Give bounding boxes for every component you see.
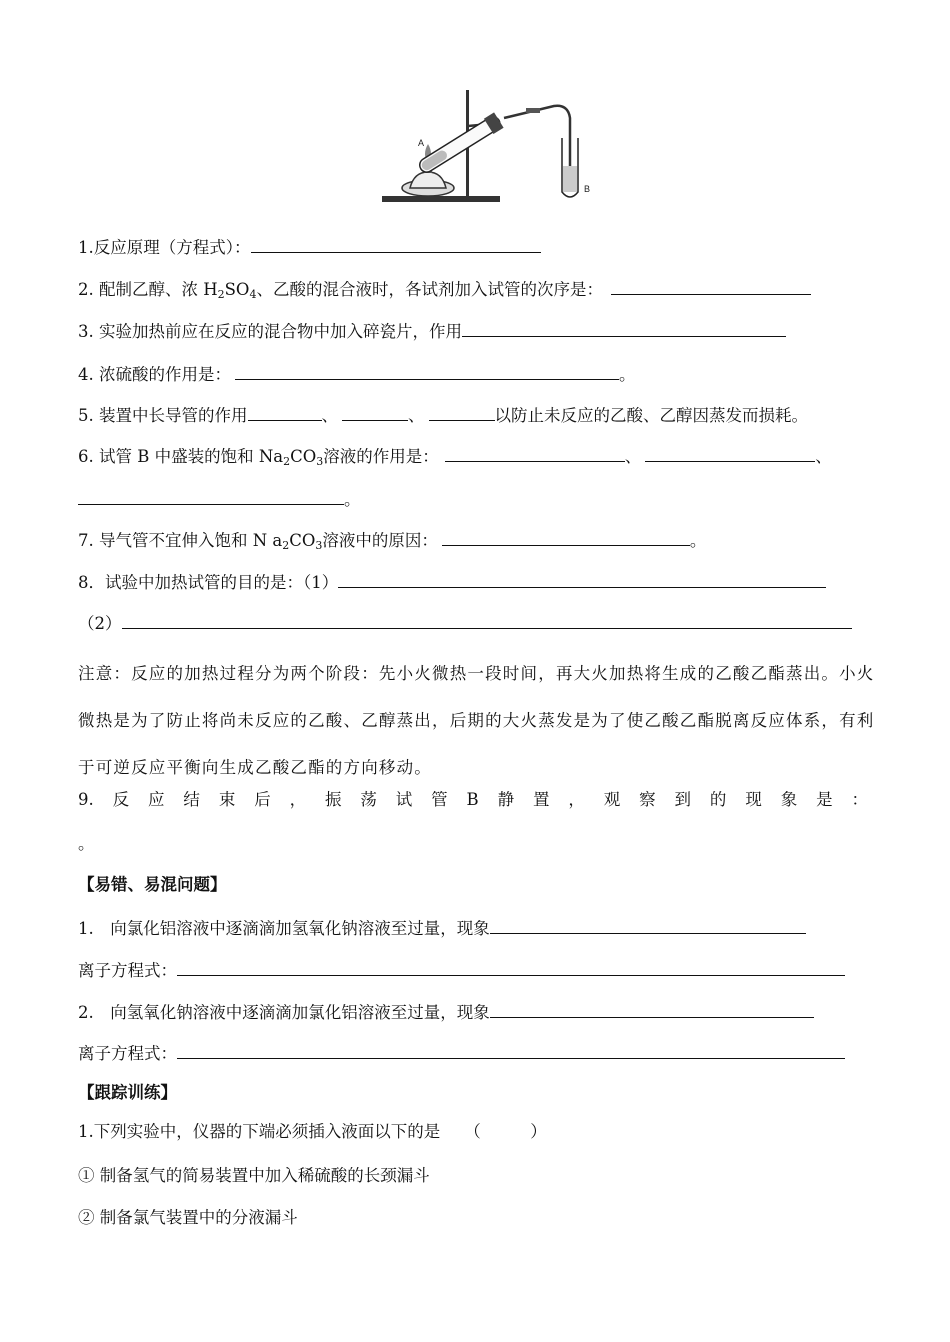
- answer-blank[interactable]: [429, 402, 495, 421]
- question-9-char: 9.: [78, 790, 94, 809]
- question-9-char: 管: [431, 790, 448, 809]
- mistake-question-2: [78, 999, 814, 1025]
- practice-question-1: [78, 1120, 547, 1144]
- mistake-question-1-text: 1. 向氯化铝溶液中逐滴滴加氢氧化钠溶液至过量，现象: [78, 919, 490, 938]
- period: 。: [619, 365, 636, 384]
- question-9-char: 试: [395, 790, 413, 809]
- question-6-text-end: 溶液的作用是：: [323, 447, 439, 466]
- ion-equation-label: 离子方程式：: [78, 961, 177, 980]
- formula-part: CO: [289, 531, 316, 550]
- question-5: [78, 402, 808, 428]
- question-9-char: 结: [183, 790, 200, 809]
- answer-blank[interactable]: [251, 234, 541, 253]
- question-3: [78, 318, 786, 344]
- question-7-text-end: 溶液中的原因：: [322, 531, 438, 550]
- answer-blank[interactable]: [342, 402, 408, 421]
- question-9-char: 荡: [360, 790, 377, 809]
- separator: 、: [408, 406, 425, 425]
- ion-equation-1: [78, 957, 845, 983]
- subscript: 4: [249, 288, 257, 301]
- question-2-text: 2. 配制乙醇、浓 H: [78, 280, 218, 299]
- question-9-char: ：: [851, 790, 868, 809]
- question-9-char: ，: [568, 790, 585, 809]
- question-9-char: 的: [709, 790, 727, 809]
- question-9-char: 现: [745, 790, 762, 809]
- question-9-char: 反: [112, 790, 130, 809]
- question-4: [78, 361, 636, 387]
- question-9-char: 是: [816, 790, 833, 809]
- answer-blank[interactable]: [442, 527, 690, 546]
- question-7: [78, 527, 706, 558]
- subscript: 2: [217, 288, 225, 301]
- question-9-char: 观: [603, 790, 621, 809]
- separator: 、: [815, 447, 832, 466]
- question-3-text: 3. 实验加热前应在反应的混合物中加入碎瓷片，作用: [78, 322, 462, 341]
- section-title-practice: 【跟踪训练】: [78, 1083, 177, 1102]
- period: 。: [689, 531, 707, 550]
- question-1-text: 1.反应原理（方程式）：: [78, 238, 251, 257]
- question-4-text: 4. 浓硫酸的作用是：: [78, 365, 231, 384]
- question-7-text: 7. 导气管不宜伸入饱和 N a: [78, 531, 283, 550]
- answer-blank[interactable]: [78, 486, 344, 505]
- question-6-continued: [78, 486, 361, 512]
- answer-parentheses: （ ）: [464, 1122, 547, 1141]
- answer-blank[interactable]: [645, 443, 815, 462]
- answer-blank[interactable]: [611, 276, 811, 295]
- subscript: 3: [315, 539, 323, 552]
- question-9-char: 静: [497, 790, 515, 809]
- formula-part: SO: [224, 280, 250, 299]
- formula-part: CO: [290, 447, 317, 466]
- answer-blank[interactable]: [235, 361, 619, 380]
- mistake-question-2-text: 2. 向氢氧化钠溶液中逐滴滴加氯化铝溶液至过量，现象: [78, 1003, 490, 1022]
- question-5-text-end: 以防止未反应的乙酸、乙醇因蒸发而损耗。: [494, 406, 808, 425]
- subscript: 3: [316, 455, 324, 468]
- question-9-char: 察: [639, 790, 656, 809]
- ion-equation-label: 离子方程式：: [78, 1044, 177, 1063]
- question-6: [78, 443, 832, 474]
- question-9-end: [78, 832, 95, 856]
- answer-blank[interactable]: [490, 915, 806, 934]
- section-title-mistakes: 【易错、易混问题】: [78, 875, 227, 894]
- answer-blank[interactable]: [177, 1040, 845, 1059]
- question-8-part-2: [78, 610, 852, 636]
- question-2-text-end: 、乙酸的混合液时，各试剂加入试管的次序是：: [256, 280, 603, 299]
- question-9-char: 象: [780, 790, 798, 809]
- question-9-char: 到: [674, 790, 692, 809]
- question-8-text: 8．试验中加热试管的目的是：（1）: [78, 573, 339, 592]
- option-2: ② 制备氯气装置中的分液漏斗: [78, 1208, 298, 1227]
- practice-question-1-text: 1.下列实验中，仪器的下端必须插入液面以下的是: [78, 1122, 441, 1141]
- option-1: ① 制备氢气的简易装置中加入稀硫酸的长颈漏斗: [78, 1166, 430, 1185]
- answer-blank[interactable]: [490, 999, 814, 1018]
- label-a: A: [418, 138, 425, 148]
- note-paragraph: 注意：反应的加热过程分为两个阶段：先小火微热一段时间，再大火加热将生成的乙酸乙酯蒸出。小火微热是为了防止将尚未反应的乙酸、乙醇蒸出，后期的大火蒸发是为了使乙酸乙酯脱离反应体系，有利于可逆反应平衡向生成乙酸乙酯的方向移动。: [78, 664, 875, 777]
- answer-blank[interactable]: [248, 402, 322, 421]
- question-9-char: B: [466, 790, 479, 809]
- question-9-char: ，: [289, 790, 307, 809]
- separator: 、: [321, 406, 338, 425]
- question-6-text: 6. 试管 B 中盛装的饱和 Na: [78, 447, 284, 466]
- answer-blank[interactable]: [462, 318, 786, 337]
- mistake-question-1: [78, 915, 806, 941]
- question-5-text: 5. 装置中长导管的作用: [78, 406, 248, 425]
- question-9: [78, 788, 868, 812]
- separator: 、: [624, 447, 642, 466]
- period: 。: [78, 834, 95, 853]
- question-9-text: [78, 788, 868, 812]
- label-b: B: [584, 184, 591, 194]
- answer-blank[interactable]: [122, 610, 852, 629]
- question-9-char: 后: [254, 790, 271, 809]
- subscript: 2: [282, 539, 290, 552]
- answer-blank[interactable]: [445, 443, 625, 462]
- subscript: 2: [283, 455, 291, 468]
- question-1: [78, 234, 541, 260]
- answer-blank[interactable]: [338, 569, 826, 588]
- period: 。: [344, 490, 361, 509]
- question-2: [78, 276, 811, 307]
- question-9-char: 置: [532, 790, 550, 809]
- question-8-part-2-label: （2）: [78, 614, 122, 633]
- question-9-char: 束: [218, 790, 236, 809]
- question-9-char: 振: [324, 790, 342, 809]
- question-9-char: 应: [148, 790, 165, 809]
- question-8: [78, 569, 826, 595]
- apparatus-diagram: [378, 88, 600, 206]
- answer-blank[interactable]: [177, 957, 845, 976]
- ion-equation-2: [78, 1040, 845, 1066]
